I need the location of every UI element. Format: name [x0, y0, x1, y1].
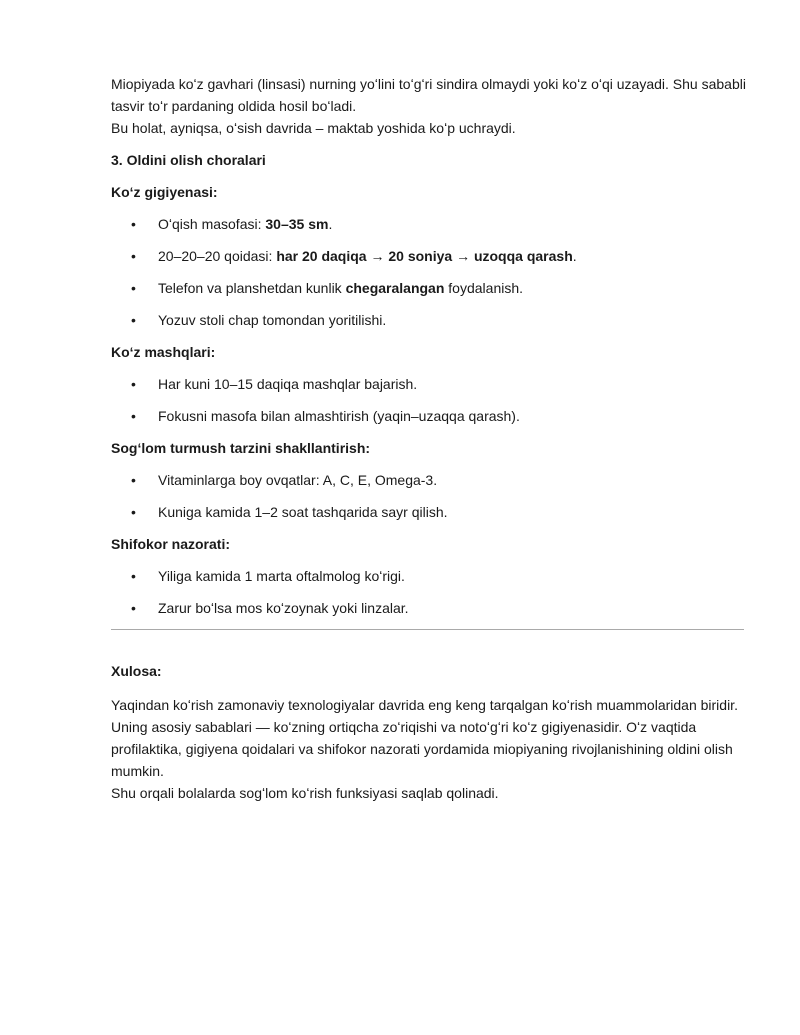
- bullet-icon: •: [131, 312, 136, 328]
- bullet-list: [111, 469, 751, 523]
- list-item-emphasis: har 20 daqiqa → 20 soniya → uzoqqa qarash: [276, 248, 573, 264]
- list-item: [111, 213, 751, 235]
- list-item-emphasis: chegaralangan: [345, 280, 445, 296]
- bullet-icon: •: [131, 408, 136, 424]
- bullet-list: [111, 565, 751, 619]
- list-item: [111, 501, 751, 523]
- list-item: [111, 277, 751, 299]
- divider: [111, 629, 744, 630]
- list-item-text: Vitaminlarga boy ovqatlar: A, C, E, Omega-3.: [158, 472, 438, 488]
- list-item-text: Yiliga kamida 1 marta oftalmolog koʻrigi.: [158, 568, 405, 584]
- list-item-text-end: .: [572, 248, 577, 264]
- bullet-list: [111, 373, 751, 427]
- list-item-text-end: .: [328, 216, 333, 232]
- intro-line-2: Bu holat, ayniqsa, oʻsish davrida – maktab yoshida koʻp uchraydi.: [111, 120, 516, 136]
- intro-line-1: Miopiyada koʻz gavhari (linsasi) nurning yoʻlini toʻgʻri sindira olmaydi yoki koʻz oʻqi uzayadi. Shu sababli tasvir toʻr pardaning oldida hosil boʻladi.: [111, 76, 746, 114]
- bullet-icon: •: [131, 504, 136, 520]
- bullet-list: [111, 213, 751, 331]
- list-item: [111, 309, 751, 331]
- list-item-text: Telefon va planshetdan kunlik: [158, 280, 346, 296]
- group-title: Koʻz mashqlari:: [111, 344, 216, 360]
- list-item-text: Oʻqish masofasi:: [158, 216, 266, 232]
- list-item: [111, 469, 751, 491]
- group-title: Koʻz gigiyenasi:: [111, 184, 218, 200]
- prevention-groups: [111, 181, 751, 619]
- intro-paragraph: [111, 73, 751, 139]
- group-title: Sogʻlom turmush tarzini shakllantirish:: [111, 440, 371, 456]
- conclusion-title: Xulosa:: [111, 663, 162, 679]
- bullet-icon: •: [131, 216, 136, 232]
- conclusion-closing: Shu orqali bolalarda sogʻlom koʻrish funksiyasi saqlab qolinadi.: [111, 785, 499, 801]
- list-item-text: Yozuv stoli chap tomondan yoritilishi.: [158, 312, 387, 328]
- list-item: [111, 565, 751, 587]
- section-title: 3. Oldini olish choralari: [111, 152, 266, 168]
- list-item-emphasis: 30–35 sm: [265, 216, 329, 232]
- list-item-text: Zarur boʻlsa mos koʻzoynak yoki linzalar.: [158, 600, 409, 616]
- bullet-icon: •: [131, 568, 136, 584]
- list-item: [111, 597, 751, 619]
- list-item-text: 20–20–20 qoidasi:: [158, 248, 277, 264]
- list-item-text: Kuniga kamida 1–2 soat tashqarida sayr qilish.: [158, 504, 448, 520]
- group-title: Shifokor nazorati:: [111, 536, 231, 552]
- bullet-icon: •: [131, 600, 136, 616]
- list-item: [111, 245, 751, 267]
- bullet-icon: •: [131, 472, 136, 488]
- document-content: [111, 73, 751, 804]
- bullet-icon: •: [131, 280, 136, 296]
- bullet-icon: •: [131, 376, 136, 392]
- list-item: [111, 373, 751, 395]
- conclusion-paragraph: [111, 694, 751, 804]
- list-item-text: Fokusni masofa bilan almashtirish (yaqin–uzaqqa qarash).: [158, 408, 520, 424]
- list-item-text: Har kuni 10–15 daqiqa mashqlar bajarish.: [158, 376, 418, 392]
- bullet-icon: •: [131, 248, 136, 264]
- conclusion-text: Yaqindan koʻrish zamonaviy texnologiyalar davrida eng keng tarqalgan koʻrish muammolaridan biridir. Uning asosiy sabablari — koʻzning ortiqcha zoʻriqishi va notoʻgʻri koʻz gigiyenasidir. Oʻz vaqtida profilaktika, gigiyena qoidalari va shifokor nazorati yordamida miopiyaning rivojlanishining oldini olish mumkin.: [111, 697, 738, 779]
- list-item-text-end: foydalanish.: [444, 280, 524, 296]
- list-item: [111, 405, 751, 427]
